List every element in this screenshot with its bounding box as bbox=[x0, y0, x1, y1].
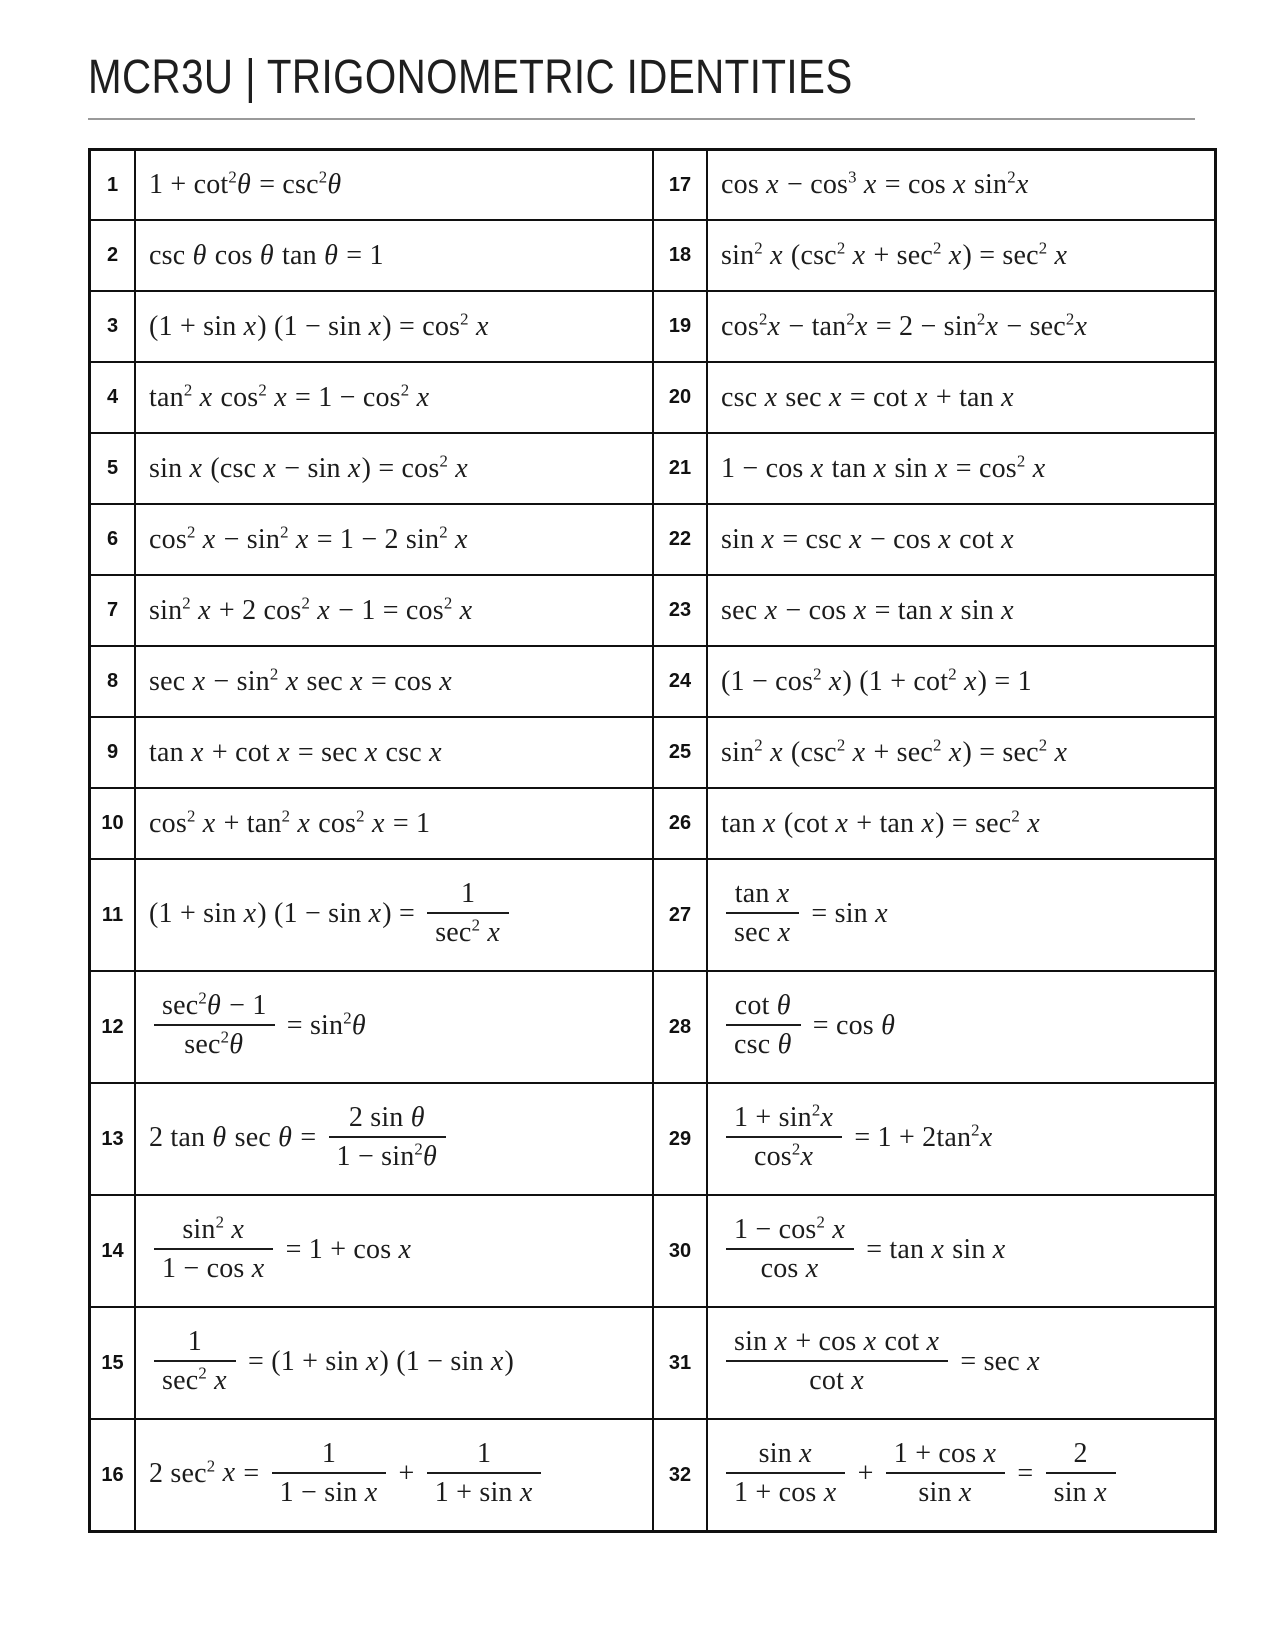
identity-formula: $\cos^2x - \tan^2x = 2 - \sin^2x - \sec^2x$ bbox=[707, 291, 1216, 362]
identity-number: 13 bbox=[90, 1083, 136, 1195]
identity-number: 14 bbox=[90, 1195, 136, 1307]
identity-number: 1 bbox=[90, 149, 136, 220]
identity-number: 5 bbox=[90, 433, 136, 504]
identity-formula: $\frac{\text{sin x + cos x cot x}}{\text{cot x}}$ = sec x bbox=[707, 1307, 1216, 1419]
identity-number: 4 bbox=[90, 362, 136, 433]
identity-number: 20 bbox=[653, 362, 707, 433]
identity-row bbox=[90, 646, 1216, 717]
identity-formula: $\cos^2 x + \tan^2 x$ $\cos^2 x = 1$ bbox=[135, 788, 653, 859]
identity-row bbox=[90, 1419, 1216, 1531]
identity-formula: csc θ cos θ tan θ = 1 bbox=[135, 220, 653, 291]
identity-number: 30 bbox=[653, 1195, 707, 1307]
identity-number: 21 bbox=[653, 433, 707, 504]
identity-formula: tan x (cot $x + \tan x) = \sec^2 x$ bbox=[707, 788, 1216, 859]
identity-number: 16 bbox=[90, 1419, 136, 1531]
identity-formula: $\frac{1}{\sec^2 x}$ = (1 + sin x) (1 − sin x) bbox=[135, 1307, 653, 1419]
identity-row bbox=[90, 1195, 1216, 1307]
identity-formula: tan x + cot x = sec x csc x bbox=[135, 717, 653, 788]
identity-row bbox=[90, 1307, 1216, 1419]
identity-formula: $\cos^2 x - \sin^2 x = 1 - 2$ $\sin^2 x$ bbox=[135, 504, 653, 575]
identity-number: 29 bbox=[653, 1083, 707, 1195]
identity-row bbox=[90, 504, 1216, 575]
identity-formula: 2 tan θ sec θ = $\frac{\text{2 sin θ}}{1 - \sin^2\theta}$ bbox=[135, 1083, 653, 1195]
identity-number: 11 bbox=[90, 859, 136, 971]
identity-number: 31 bbox=[653, 1307, 707, 1419]
identity-formula: $\sin^2 x$ ($\csc^2$ $x + \sec^2 x) = \sec^2 x$ bbox=[707, 717, 1216, 788]
identity-row bbox=[90, 220, 1216, 291]
identity-formula: 1 − cos x tan x $\sin x = \cos^2 x$ bbox=[707, 433, 1216, 504]
identity-number: 32 bbox=[653, 1419, 707, 1531]
identity-number: 18 bbox=[653, 220, 707, 291]
identity-number: 12 bbox=[90, 971, 136, 1083]
identity-formula: $\frac{\text{tan x}}{\text{sec x}}$ = sin x bbox=[707, 859, 1216, 971]
identities-table bbox=[88, 148, 1217, 1533]
identity-row bbox=[90, 575, 1216, 646]
identity-row bbox=[90, 971, 1216, 1083]
identity-formula: csc x sec x = cot x + tan x bbox=[707, 362, 1216, 433]
identity-formula: $1 + \cot^2\theta = \csc^2\theta$ bbox=[135, 149, 653, 220]
identity-row bbox=[90, 291, 1216, 362]
identity-number: 10 bbox=[90, 788, 136, 859]
identity-formula: $\sin^2 x$ ($\csc^2$ $x + \sec^2 x) = \sec^2 x$ bbox=[707, 220, 1216, 291]
identity-number: 27 bbox=[653, 859, 707, 971]
identity-formula: (1 + sin x) $(1 - \sin x) = \cos^2 x$ bbox=[135, 291, 653, 362]
identity-formula: 2 $\sec^2 x$ = $\frac{1}{\text{1 − sin x}}$ + $\frac{1}{\text{1 + sin x}}$ bbox=[135, 1419, 653, 1531]
identity-formula: $\frac{\text{cot θ}}{\text{csc θ}}$ = cos θ bbox=[707, 971, 1216, 1083]
identity-number: 19 bbox=[653, 291, 707, 362]
identity-formula: $(1 - \cos^2 x)$ $(1 + \cot^2 x) = 1$ bbox=[707, 646, 1216, 717]
identity-number: 3 bbox=[90, 291, 136, 362]
identity-number: 23 bbox=[653, 575, 707, 646]
identity-number: 8 bbox=[90, 646, 136, 717]
identity-formula: $\frac{1 + \sin^2x}{\cos^2x}$ = $1 + 2\tan^2x$ bbox=[707, 1083, 1216, 1195]
identity-row bbox=[90, 362, 1216, 433]
identity-formula: $\cos x - \cos^3 x = \cos x$ $\sin^2x$ bbox=[707, 149, 1216, 220]
identity-formula: sin x (csc $x - \sin x) = \cos^2 x$ bbox=[135, 433, 653, 504]
identity-number: 6 bbox=[90, 504, 136, 575]
identity-formula: (1 + sin x) (1 − sin x) = $\frac{1}{\sec^2 x}$ bbox=[135, 859, 653, 971]
identity-formula: $\frac{\text{sin x}}{\text{1 + cos x}}$ + $\frac{\text{1 + cos x}}{\text{sin x}}$ = $\frac{2}{\text{sin x}}$ bbox=[707, 1419, 1216, 1531]
identity-number: 7 bbox=[90, 575, 136, 646]
identity-number: 17 bbox=[653, 149, 707, 220]
identity-number: 2 bbox=[90, 220, 136, 291]
identities-table-body bbox=[90, 149, 1216, 1531]
identity-row bbox=[90, 788, 1216, 859]
identity-row bbox=[90, 433, 1216, 504]
identity-formula: $\tan^2 x$ $\cos^2 x = 1 - \cos^2 x$ bbox=[135, 362, 653, 433]
identity-formula: sin x = csc x − cos x cot x bbox=[707, 504, 1216, 575]
identity-number: 9 bbox=[90, 717, 136, 788]
identity-formula: $\frac{\sin^2 x}{\text{1 − cos x}}$ = 1 + cos x bbox=[135, 1195, 653, 1307]
identity-row bbox=[90, 717, 1216, 788]
identity-number: 25 bbox=[653, 717, 707, 788]
identity-number: 26 bbox=[653, 788, 707, 859]
identity-number: 24 bbox=[653, 646, 707, 717]
identity-number: 15 bbox=[90, 1307, 136, 1419]
identity-formula: sec x − cos x = tan x sin x bbox=[707, 575, 1216, 646]
identity-formula: $\frac{\sec^2\theta - 1}{\sec^2\theta}$ = $\sin^2\theta$ bbox=[135, 971, 653, 1083]
title-divider bbox=[88, 118, 1195, 120]
identity-formula: $\sin^2 x + 2$ $\cos^2 x - 1 = \cos^2 x$ bbox=[135, 575, 653, 646]
identity-row bbox=[90, 1083, 1216, 1195]
identity-row bbox=[90, 149, 1216, 220]
identity-formula: $\frac{1 - \cos^2 x}{\text{cos x}}$ = tan x sin x bbox=[707, 1195, 1216, 1307]
identity-number: 28 bbox=[653, 971, 707, 1083]
identity-row bbox=[90, 859, 1216, 971]
identity-formula: $\sec x - \sin^2 x$ sec x = cos x bbox=[135, 646, 653, 717]
page-title: MCR3U | TRIGONOMETRIC IDENTITIES bbox=[88, 51, 853, 104]
identity-number: 22 bbox=[653, 504, 707, 575]
